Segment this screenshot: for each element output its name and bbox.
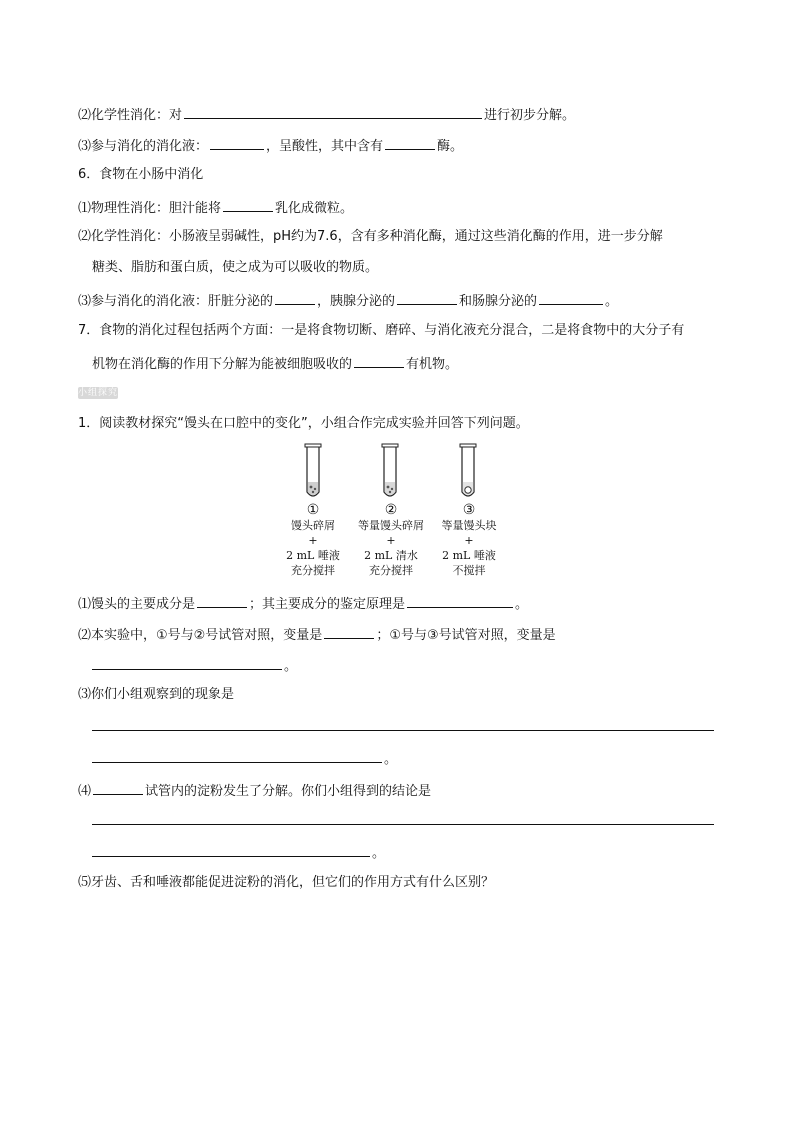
question-1-4 (78, 780, 431, 801)
answer-blank[interactable] (92, 748, 382, 763)
answer-blank[interactable] (539, 290, 603, 305)
section-badge: 小组探究 (78, 388, 119, 398)
line-text: 试管内的淀粉发生了分解。你们小组得到的结论是 (145, 784, 432, 799)
answer-blank[interactable] (275, 290, 315, 305)
line-text: 机物在消化酶的作用下分解为能被细胞吸收的 (92, 357, 353, 372)
test-tube-2-icon (382, 444, 398, 496)
line-text: 。 (515, 597, 529, 612)
line-text: ，呈酸性，其中含有 (266, 139, 384, 154)
section-heading-small-intestine: 6．食物在小肠中消化 (78, 167, 204, 182)
answer-blank[interactable] (210, 135, 264, 150)
test-tubes-diagram (290, 442, 490, 504)
answer-blank[interactable] (223, 197, 273, 212)
line-text: ，胰腺分泌的 (317, 294, 396, 309)
question-1-2 (78, 624, 556, 645)
tube-plus: + (386, 534, 396, 547)
question-1-stem: 1．阅读教材探究“馒头在口腔中的变化”，小组合作完成实验并回答下列问题。 (78, 416, 529, 431)
tube-3-caption (419, 503, 519, 578)
question-1-3: ⑶你们小组观察到的现象是 (78, 687, 235, 702)
tube-number: ① (306, 502, 320, 518)
answer-blank[interactable] (184, 104, 482, 119)
answer-blank[interactable] (385, 135, 435, 150)
tube-content: 馒头碎屑 (291, 519, 335, 532)
tube-number: ③ (462, 502, 476, 518)
line-text: ；其主要成分的鉴定原理是 (249, 597, 406, 612)
line-text: 。 (384, 752, 398, 767)
line-text: 进行初步分解。 (484, 108, 576, 123)
answer-blank[interactable] (324, 624, 374, 639)
tube-content: 等量馒头块 (441, 519, 497, 532)
item-physical-digestion (78, 197, 353, 218)
tube-treatment: 不搅拌 (452, 564, 486, 577)
tube-plus: + (464, 534, 474, 547)
answer-blank[interactable] (93, 780, 143, 795)
tube-treatment: 充分搅拌 (291, 564, 335, 577)
line-text: 。 (284, 659, 298, 674)
question-1-5: ⑸牙齿、舌和唾液都能促进淀粉的消化，但它们的作用方式有什么区别？ (78, 875, 495, 890)
item-chemical-digestion-stomach (78, 104, 575, 125)
answer-blank[interactable] (397, 290, 457, 305)
item-digestion-process: 7．食物的消化过程包括两个方面：一是将食物切断、磨碎、与消化液充分混合，二是将食物中的大分子有 (78, 323, 685, 338)
tube-liquid: 2 mL 清水 (364, 549, 418, 562)
line-text: ；①号与③号试管对照，变量是 (376, 628, 556, 643)
answer-blank[interactable] (92, 655, 282, 670)
answer-line[interactable] (92, 824, 714, 825)
item-digestive-juices (78, 290, 618, 311)
line-text: 。 (372, 846, 386, 861)
tube-liquid: 2 mL 唾液 (442, 549, 496, 562)
question-1-3-cont (92, 748, 397, 769)
line-text: ⑶参与消化的消化液：肝脏分泌的 (78, 294, 274, 309)
line-text: ⑷ (78, 784, 92, 799)
item-chemical-digestion-intestine: ⑵化学性消化：小肠液呈弱碱性，pH约为7.6，含有多种消化酶，通过这些消化酶的作用，进一步分解 (78, 229, 663, 244)
answer-blank[interactable] (354, 353, 404, 368)
line-text: 和肠腺分泌的 (459, 294, 538, 309)
item-gastric-juice (78, 135, 463, 156)
line-text: ⑵本实验中，①号与②号试管对照，变量是 (78, 628, 323, 643)
line-text: ⑴馒头的主要成分是 (78, 597, 196, 612)
line-text: ⑶参与消化的消化液： (78, 139, 209, 154)
answer-blank[interactable] (92, 842, 370, 857)
line-text: 酶。 (437, 139, 464, 154)
tube-plus: + (308, 534, 318, 547)
answer-blank[interactable] (407, 593, 513, 608)
tube-treatment: 充分搅拌 (369, 564, 413, 577)
test-tube-1-icon (305, 444, 321, 496)
question-1-4-cont (92, 842, 385, 863)
tube-content: 等量馒头碎屑 (358, 519, 424, 532)
question-1-2-cont (92, 655, 297, 676)
answer-blank[interactable] (197, 593, 247, 608)
item-chemical-digestion-intestine-cont: 糖类、脂肪和蛋白质，使之成为可以吸收的物质。 (92, 260, 379, 275)
line-text: ⑴物理性消化：胆汁能将 (78, 201, 222, 216)
line-text: ⑵化学性消化：对 (78, 108, 183, 123)
tube-number: ② (384, 502, 398, 518)
question-1-1 (78, 593, 528, 614)
tube-liquid: 2 mL 唾液 (286, 549, 340, 562)
line-text: 有机物。 (406, 357, 459, 372)
line-text: 乳化成微粒。 (275, 201, 354, 216)
item-digestion-process-cont (92, 353, 458, 374)
answer-line[interactable] (92, 730, 714, 731)
test-tube-3-icon (460, 444, 476, 496)
line-text: 。 (605, 294, 619, 309)
